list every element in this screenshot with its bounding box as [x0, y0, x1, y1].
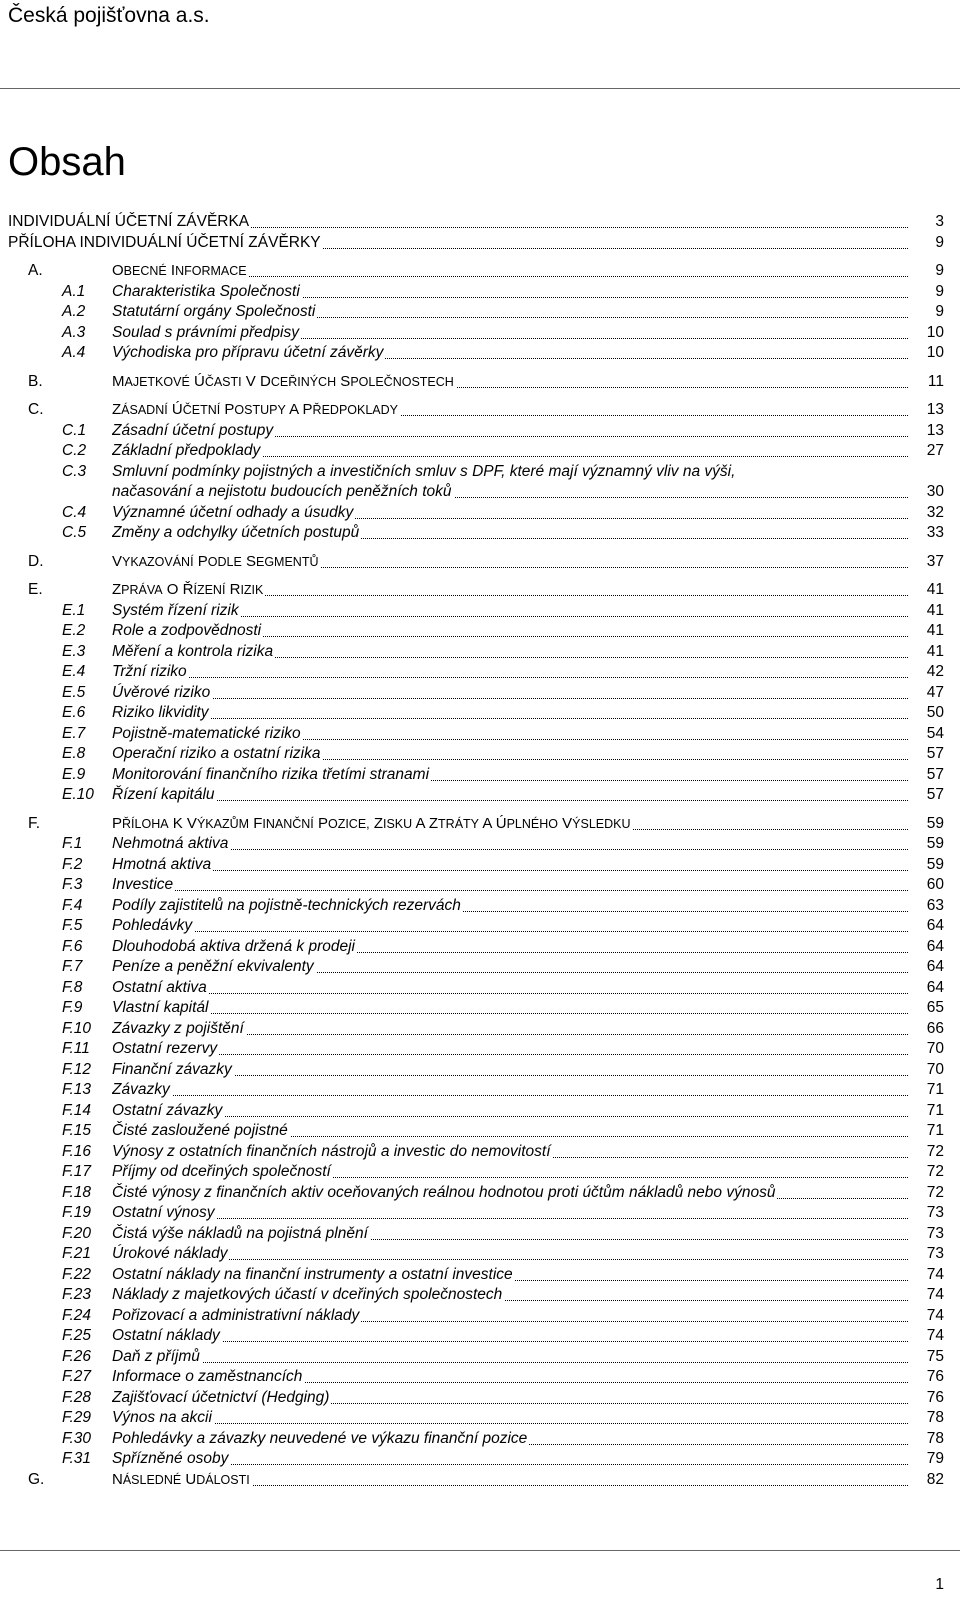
toc-entry-title: Ostatní závazky	[112, 1101, 908, 1121]
toc-entry-title: Změny a odchylky účetních postupů	[112, 523, 908, 543]
toc-entry-number: F.22	[62, 1265, 92, 1283]
toc-entry-number: F.17	[62, 1163, 92, 1180]
toc-entry-title: Spřízněné osoby	[112, 1449, 908, 1469]
toc-entry-page: 41	[926, 642, 944, 660]
toc-entry-page: 64	[926, 958, 944, 975]
toc-entry-number: F.27	[62, 1368, 92, 1385]
toc-entry-number: A.2	[62, 303, 86, 320]
toc-entry-page: 71	[926, 1122, 944, 1139]
toc-entry-number: E.9	[62, 765, 86, 783]
toc-entry-page: 3	[935, 213, 944, 230]
toc-entry-number: C.1	[62, 421, 87, 439]
toc-entry-number: E.3	[62, 642, 86, 660]
toc-entry-page: 76	[926, 1368, 944, 1385]
toc-entry-page: 41	[926, 581, 944, 598]
toc-entry-page: 54	[926, 724, 944, 742]
toc-entry-number: E.8	[62, 745, 86, 762]
toc-entry-page: 73	[926, 1224, 944, 1242]
toc-entry-page: 60	[926, 876, 944, 893]
toc-entry-title: Soulad s právními předpisy	[112, 323, 908, 343]
toc-entry-title: Úvěrové riziko	[112, 683, 908, 703]
toc-entry-title: Výnosy z ostatních finančních nástrojů a investic do nemovitostí	[112, 1142, 908, 1162]
toc-entry-page: 9	[935, 282, 944, 300]
toc-entry-number: F.25	[62, 1327, 92, 1344]
toc-entry-title: Náklady z majetkových účastí v dceřiných společnostech	[112, 1285, 908, 1305]
toc-entry-title: Ostatní náklady	[112, 1326, 908, 1346]
toc-entry-page: 82	[926, 1470, 944, 1488]
toc-entry-page: 64	[926, 978, 944, 996]
toc-entry-page: 66	[926, 1019, 944, 1037]
toc-entry-page: 74	[926, 1265, 944, 1283]
toc-entry-title: Čisté zasloužené pojistné	[112, 1121, 908, 1141]
toc-entry-page: 74	[926, 1286, 944, 1303]
toc-entry-number: F.14	[62, 1101, 92, 1119]
toc-entry-number: F.20	[62, 1224, 92, 1242]
toc-entry-number: A.1	[62, 282, 86, 300]
toc-entry-page: 30	[926, 483, 944, 500]
toc-entry-number: F.29	[62, 1409, 92, 1426]
toc-entry-page: 76	[926, 1388, 944, 1406]
toc-entry-number: F.9	[62, 999, 83, 1016]
toc-entry-title: Podíly zajistitelů na pojistně-technických rezervách	[112, 896, 908, 916]
toc-entry-title: Měření a kontrola rizika	[112, 642, 908, 662]
toc-entry-title: Investice	[112, 875, 908, 895]
toc-entry-title: Východiska pro přípravu účetní závěrky	[112, 343, 908, 363]
toc-entry-page: 33	[926, 524, 944, 541]
toc-entry-number: E.6	[62, 704, 86, 721]
toc-entry-title: Výnos na akcii	[112, 1408, 908, 1428]
toc-entry-page: 78	[926, 1409, 944, 1426]
toc-entry-number: E.4	[62, 663, 86, 680]
toc-entry-page: 79	[926, 1450, 944, 1467]
toc-entry-title: Role a zodpovědnosti	[112, 621, 908, 641]
toc-entry-title: Čistá výše nákladů na pojistná plnění	[112, 1224, 908, 1244]
toc-entry-title: Smluvní podmínky pojistných a investičních smluv s DPF, které mají významný vliv na výši,	[112, 462, 736, 480]
toc-entry-title: Pořizovací a administrativní náklady	[112, 1306, 908, 1326]
toc-entry-page: 59	[926, 855, 944, 873]
toc-entry-title: Ostatní výnosy	[112, 1203, 908, 1223]
toc-entry-title: Úrokové náklady	[112, 1244, 908, 1264]
toc-entry-number: E.10	[62, 786, 94, 803]
toc-entry-number: F.21	[62, 1245, 92, 1262]
toc-entry-page: 74	[926, 1327, 944, 1344]
toc-entry-title: PŘÍLOHA INDIVIDUÁLNÍ ÚČETNÍ ZÁVĚRKY	[8, 233, 908, 253]
toc-entry-title: Pohledávky	[112, 916, 908, 936]
toc-entry-number: F.24	[62, 1306, 92, 1324]
toc-entry-page: 72	[926, 1183, 944, 1201]
toc-entry-page: 27	[926, 442, 944, 459]
toc-entry-title: Nehmotná aktiva	[112, 834, 908, 854]
toc-entry-number: F.13	[62, 1081, 92, 1098]
toc-entry-number: C.5	[62, 524, 87, 541]
toc-entry-number: F.12	[62, 1060, 92, 1078]
toc-entry-title: Finanční závazky	[112, 1060, 908, 1080]
toc-entry-number: F.16	[62, 1142, 92, 1160]
toc-entry-number: A.	[28, 262, 43, 279]
toc-entry-title: Závazky	[112, 1080, 908, 1100]
toc-entry-title: MAJETKOVÉ ÚČASTI V DCEŘINÝCH SPOLEČNOSTECH	[112, 372, 908, 392]
toc-entry-number: F.15	[62, 1122, 92, 1139]
toc-entry-page: 74	[926, 1306, 944, 1324]
toc-entry-number: A.3	[62, 323, 86, 341]
toc-entry-title: Tržní riziko	[112, 662, 908, 682]
toc-entry-title: NÁSLEDNÉ UDÁLOSTI	[112, 1470, 908, 1490]
footer-page-number: 1	[935, 1576, 944, 1593]
toc-entry-title: OBECNÉ INFORMACE	[112, 261, 908, 281]
toc-entry-page: 32	[926, 503, 944, 521]
toc-entry-number: F.2	[62, 855, 83, 873]
toc-entry-page: 11	[927, 372, 944, 390]
toc-entry-page: 50	[926, 704, 944, 721]
toc-entry-title: Ostatní aktiva	[112, 978, 908, 998]
toc-entry-page: 59	[926, 835, 944, 852]
toc-entry-page: 42	[926, 663, 944, 680]
toc-entry-number: F.1	[62, 835, 83, 852]
toc-entry-page: 41	[926, 622, 944, 639]
toc-entry-number: F.10	[62, 1019, 92, 1037]
toc-entry-number: F.11	[62, 1040, 90, 1057]
toc-entry-page: 71	[926, 1081, 944, 1098]
toc-entry-title: Pojistně-matematické riziko	[112, 724, 908, 744]
toc-entry-page: 78	[926, 1429, 944, 1447]
toc-entry-number: E.5	[62, 683, 86, 701]
toc-entry-title: Příjmy od dceřiných společností	[112, 1162, 908, 1182]
toc-entry-page: 64	[926, 917, 944, 934]
toc-entry-title: Daň z příjmů	[112, 1347, 908, 1367]
toc-entry-page: 73	[926, 1245, 944, 1262]
toc-entry-title: Statutární orgány Společnosti	[112, 302, 908, 322]
toc-entry-page: 64	[926, 937, 944, 955]
toc-entry-title: Čisté výnosy z finančních aktiv oceňovaných reálnou hodnotou proti účtům nákladů nebo výnosů	[112, 1183, 908, 1203]
toc-entry-number: F.7	[62, 958, 83, 975]
toc-entry-number: G.	[28, 1470, 45, 1488]
toc-entry-number: D.	[28, 552, 44, 570]
toc-entry-title: Informace o zaměstnancích	[112, 1367, 908, 1387]
toc-entry-number: F.	[28, 814, 41, 832]
toc-entry-page: 70	[926, 1040, 944, 1057]
toc-entry-number: C.2	[62, 442, 87, 459]
toc-entry-number: F.8	[62, 978, 83, 996]
toc-entry-number: F.6	[62, 937, 83, 955]
toc-entry-number: F.28	[62, 1388, 92, 1406]
toc-entry-page: 63	[926, 896, 944, 914]
toc-entry-number: F.26	[62, 1347, 92, 1365]
toc-entry-title: Zajišťovací účetnictví (Hedging)	[112, 1388, 908, 1408]
toc-entry-title: Ostatní rezervy	[112, 1039, 908, 1059]
toc-entry-number: C.4	[62, 503, 87, 521]
toc-entry-title: Monitorování finančního rizika třetími stranami	[112, 765, 908, 785]
page-title: Obsah	[8, 140, 126, 184]
toc-entry-page: 41	[926, 601, 944, 619]
toc-entry-title: Systém řízení rizik	[112, 601, 908, 621]
toc-entry-title: ZÁSADNÍ ÚČETNÍ POSTUPY A PŘEDPOKLADY	[112, 400, 908, 420]
toc-entry-page: 59	[926, 814, 944, 832]
toc-entry-page: 75	[926, 1347, 944, 1365]
toc-entry-number: A.4	[62, 344, 86, 361]
company-name: Česká pojišťovna a.s.	[8, 4, 210, 27]
toc-entry-page: 73	[926, 1204, 944, 1221]
toc-entry-page: 57	[926, 745, 944, 762]
toc-entry-number: F.3	[62, 876, 83, 893]
toc-entry-number: F.31	[62, 1450, 92, 1467]
toc-entry-title: Dlouhodobá aktiva držená k prodeji	[112, 937, 908, 957]
toc-entry-page: 9	[935, 233, 944, 251]
toc-entry-title: INDIVIDUÁLNÍ ÚČETNÍ ZÁVĚRKA	[8, 212, 908, 232]
toc-entry-title: ZPRÁVA O ŘÍZENÍ RIZIK	[112, 580, 908, 600]
toc-entry-number: C.3	[62, 462, 87, 480]
toc-entry-page: 72	[926, 1163, 944, 1180]
toc-entry-number: F.30	[62, 1429, 92, 1447]
toc-entry-number: B.	[28, 372, 43, 390]
toc-entry-page: 65	[926, 999, 944, 1016]
toc-entry-page: 10	[926, 323, 944, 341]
toc-entry-number: F.5	[62, 917, 83, 934]
toc-entry-page: 13	[926, 421, 944, 439]
toc-entry-page: 37	[926, 552, 944, 570]
toc-entry-title: Zásadní účetní postupy	[112, 421, 908, 441]
toc-entry-title: Závazky z pojištění	[112, 1019, 908, 1039]
toc-entry-number: E.	[28, 581, 43, 598]
toc-entry-number: E.1	[62, 601, 86, 619]
toc-entry-title: Operační riziko a ostatní rizika	[112, 744, 908, 764]
toc-entry-title-line2: načasování a nejistotu budoucích peněžních toků	[112, 482, 908, 502]
toc-entry-number: E.2	[62, 622, 86, 639]
toc-entry-title: Charakteristika Společnosti	[112, 282, 908, 302]
toc-entry-page: 10	[926, 344, 944, 361]
toc-entry-page: 9	[935, 262, 944, 279]
toc-entry-title: VYKAZOVÁNÍ PODLE SEGMENTŮ	[112, 552, 908, 572]
toc-entry-page: 13	[926, 401, 944, 418]
footer-divider	[0, 1550, 960, 1551]
toc-entry-title: Základní předpoklady	[112, 441, 908, 461]
toc-entry-page: 57	[926, 786, 944, 803]
toc-entry-number: F.4	[62, 896, 83, 914]
toc-entry-title: Významné účetní odhady a úsudky	[112, 503, 908, 523]
toc-entry-title: Pohledávky a závazky neuvedené ve výkazu finanční pozice	[112, 1429, 908, 1449]
toc-entry-page: 9	[935, 303, 944, 320]
toc-entry-page: 71	[926, 1101, 944, 1119]
toc-entry-page: 47	[926, 683, 944, 701]
toc-entry-number: F.23	[62, 1286, 92, 1303]
toc-entry-title: Ostatní náklady na finanční instrumenty a ostatní investice	[112, 1265, 908, 1285]
toc-entry-page: 57	[926, 765, 944, 783]
toc-entry-number: F.18	[62, 1183, 92, 1201]
toc-entry-title: Peníze a peněžní ekvivalenty	[112, 957, 908, 977]
toc-entry-title: PŘÍLOHA K VÝKAZŮM FINANČNÍ POZICE, ZISKU A ZTRÁTY A ÚPLNÉHO VÝSLEDKU	[112, 814, 908, 834]
toc-entry-page: 72	[926, 1142, 944, 1160]
toc-entry-number: F.19	[62, 1204, 92, 1221]
toc-entry-title: Riziko likvidity	[112, 703, 908, 723]
toc-entry-page: 70	[926, 1060, 944, 1078]
toc-entry-number: E.7	[62, 724, 86, 742]
toc-entry-title: Vlastní kapitál	[112, 998, 908, 1018]
toc-entry-title: Řízení kapitálu	[112, 785, 908, 805]
toc-entry-title: Hmotná aktiva	[112, 855, 908, 875]
toc-entry-number: C.	[28, 401, 44, 418]
